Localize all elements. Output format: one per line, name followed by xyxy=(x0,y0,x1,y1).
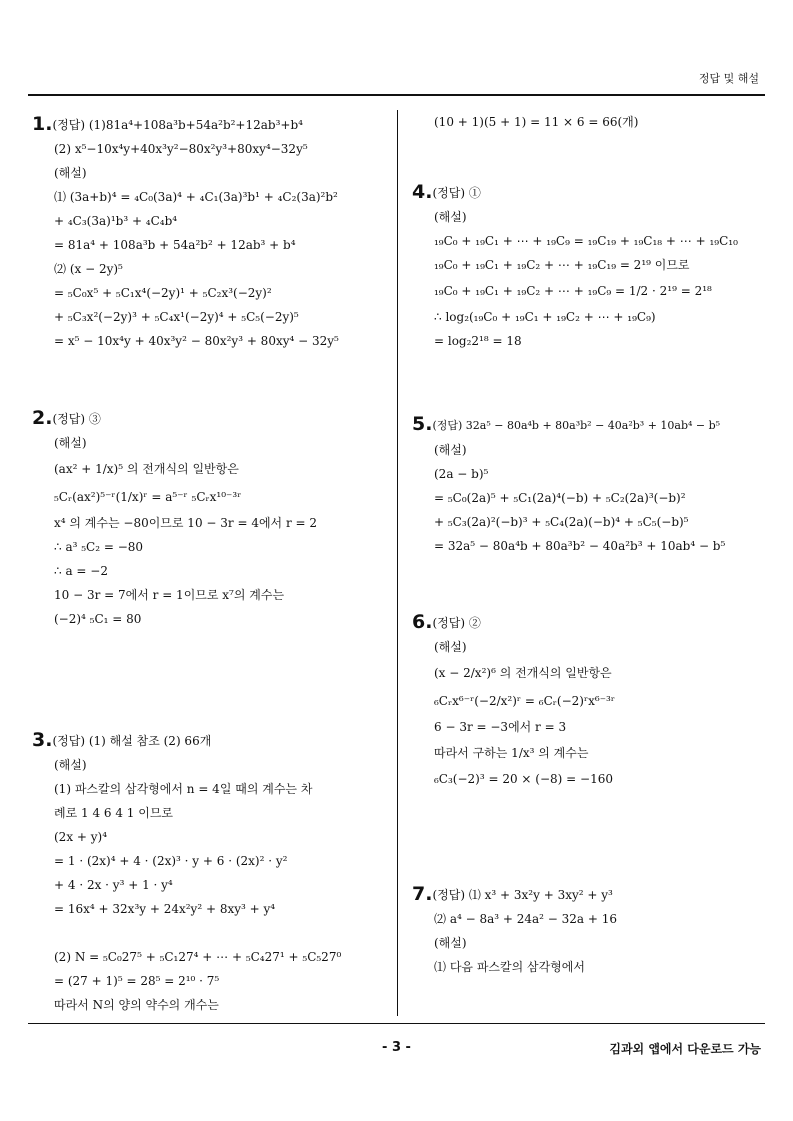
solution-line: (−2)⁴ ₅C₁ = 80 xyxy=(54,612,142,626)
header-rule xyxy=(28,94,765,96)
answer-line: (정답) ③ xyxy=(52,412,101,426)
solution-line: (2x + y)⁴ xyxy=(54,830,108,844)
solution-line: 10 − 3r = 7에서 r = 1이므로 x⁷의 계수는 xyxy=(54,588,285,602)
problem-1 xyxy=(32,112,387,353)
problem-number: 4. xyxy=(412,181,433,203)
problem-number: 5. xyxy=(412,413,433,435)
solution-line: (x − 2/x²)⁶ 의 전개식의 일반항은 xyxy=(434,666,612,680)
solution-line: = log₂2¹⁸ = 18 xyxy=(434,334,522,348)
answer-line: (정답) 32a⁵ − 80a⁴b + 80a³b² − 40a²b³ + 10ab⁴ − b⁵ xyxy=(432,419,721,432)
solution-line: ₆C₃(−2)³ = 20 × (−8) = −160 xyxy=(434,772,613,786)
problem-number: 2. xyxy=(32,407,53,429)
problem-number: 3. xyxy=(32,729,53,751)
solution-line: = ₅C₀(2a)⁵ + ₅C₁(2a)⁴(−b) + ₅C₂(2a)³(−b)² xyxy=(434,491,686,505)
answer-line: (정답) (1)81a⁴+108a³b+54a²b²+12ab³+b⁴ xyxy=(52,118,303,132)
solution-line: = 1 · (2x)⁴ + 4 · (2x)³ · y + 6 · (2x)² · y² xyxy=(54,854,288,868)
problem-7 xyxy=(412,882,762,979)
solution-line: = (27 + 1)⁵ = 28⁵ = 2¹⁰ · 7⁵ xyxy=(54,974,220,988)
solution-line: 6 − 3r = −3에서 r = 3 xyxy=(434,720,567,734)
problem-5 xyxy=(412,412,762,558)
answer-line: (정답) ① xyxy=(432,186,481,200)
answer-line: (정답) (1) 해설 참조 (2) 66개 xyxy=(52,734,212,748)
solution-line: + ₅C₃(2a)²(−b)³ + ₅C₄(2a)(−b)⁴ + ₅C₅(−b)⁵ xyxy=(434,515,689,529)
solution-line: x⁴ 의 계수는 −80이므로 10 − 3r = 4에서 r = 2 xyxy=(54,516,318,530)
solution-line: ₁₉C₀ + ₁₉C₁ + ₁₉C₂ + ⋯ + ₁₉C₁₉ = 2¹⁹ 이므로 xyxy=(434,258,690,272)
problem-number: 7. xyxy=(412,883,433,905)
solution-line: ⑴ 다음 파스칼의 삼각형에서 xyxy=(434,960,585,974)
solution-line: (해설) xyxy=(54,758,87,772)
solution-line: = 32a⁵ − 80a⁴b + 80a³b² − 40a²b³ + 10ab⁴ − b⁵ xyxy=(434,539,726,553)
solution-line: = 81a⁴ + 108a³b + 54a²b² + 12ab³ + b⁴ xyxy=(54,238,296,252)
problem-3 xyxy=(32,728,387,1017)
solution-line: ₁₉C₀ + ₁₉C₁ + ⋯ + ₁₉C₉ = ₁₉C₁₉ + ₁₉C₁₈ + ⋯ + ₁₉C₁₀ xyxy=(434,234,738,248)
solution-line: (2) x⁵−10x⁴y+40x³y²−80x²y³+80xy⁴−32y⁵ xyxy=(54,142,308,156)
solution-line: (해설) xyxy=(54,436,87,450)
solution-line: ₆Cᵣx⁶⁻ʳ(−2/x²)ʳ = ₆Cᵣ(−2)ʳx⁶⁻³ʳ xyxy=(434,694,616,708)
solution-line: ∴ a = −2 xyxy=(54,564,108,578)
solution-line: (해설) xyxy=(434,210,467,224)
solution-line: ⑵ a⁴ − 8a³ + 24a² − 32a + 16 xyxy=(434,912,618,926)
footer-note: 김과외 앱에서 다운로드 가능 xyxy=(609,1042,761,1056)
solution-line: (2) N = ₅C₀27⁵ + ₅C₁27⁴ + ⋯ + ₅C₄27¹ + ₅C₅27⁰ xyxy=(54,950,342,964)
solution-line: (1) 파스칼의 삼각형에서 n = 4일 때의 계수는 차 xyxy=(54,782,313,796)
problem-4 xyxy=(412,180,762,353)
header-section-label: 정답 및 해설 xyxy=(698,72,759,85)
solution-line: (해설) xyxy=(54,166,87,180)
solution-line: (해설) xyxy=(434,936,467,950)
solution-line xyxy=(54,921,387,945)
problem-number: 1. xyxy=(32,113,53,135)
problem-3-continued xyxy=(412,110,762,134)
solution-line: 따라서 구하는 1/x³ 의 계수는 xyxy=(434,746,589,760)
solution-line: ₅Cᵣ(ax²)⁵⁻ʳ(1/x)ʳ = a⁵⁻ʳ ₅Cᵣx¹⁰⁻³ʳ xyxy=(54,490,242,504)
problem-number: 6. xyxy=(412,611,433,633)
solution-line: ⑵ (x − 2y)⁵ xyxy=(54,262,123,276)
solution-line: (ax² + 1/x)⁵ 의 전개식의 일반항은 xyxy=(54,462,239,476)
solution-line: ₁₉C₀ + ₁₉C₁ + ₁₉C₂ + ⋯ + ₁₉C₉ = 1/2 · 2¹⁹ = 2¹⁸ xyxy=(434,284,712,298)
answer-line: (정답) ⑴ x³ + 3x²y + 3xy² + y³ xyxy=(432,888,613,902)
problem-2 xyxy=(32,406,387,631)
solution-line: + ₄C₃(3a)¹b³ + ₄C₄b⁴ xyxy=(54,214,178,228)
solution-line: 따라서 N의 양의 약수의 개수는 xyxy=(54,998,219,1012)
solution-line: (10 + 1)(5 + 1) = 11 × 6 = 66(개) xyxy=(434,115,639,129)
solution-line: = x⁵ − 10x⁴y + 40x³y² − 80x²y³ + 80xy⁴ − 32y⁵ xyxy=(54,334,339,348)
solution-line: ⑴ (3a+b)⁴ = ₄C₀(3a)⁴ + ₄C₁(3a)³b¹ + ₄C₂(3a)²b² xyxy=(54,190,338,204)
solution-line: (해설) xyxy=(434,640,467,654)
solution-line: + 4 · 2x · y³ + 1 · y⁴ xyxy=(54,878,173,892)
column-divider xyxy=(397,110,398,1016)
solution-line: (2a − b)⁵ xyxy=(434,467,489,481)
answer-line: (정답) ② xyxy=(432,616,481,630)
problem-6 xyxy=(412,610,762,791)
solution-line: ∴ log₂(₁₉C₀ + ₁₉C₁ + ₁₉C₂ + ⋯ + ₁₉C₉) xyxy=(434,310,656,324)
solution-line: 례로 1 4 6 4 1 이므로 xyxy=(54,806,174,820)
solution-line: ∴ a³ ₅C₂ = −80 xyxy=(54,540,144,554)
solution-line: = ₅C₀x⁵ + ₅C₁x⁴(−2y)¹ + ₅C₂x³(−2y)² xyxy=(54,286,272,300)
solution-line: + ₅C₃x²(−2y)³ + ₅C₄x¹(−2y)⁴ + ₅C₅(−2y)⁵ xyxy=(54,310,299,324)
solution-line: = 16x⁴ + 32x³y + 24x²y² + 8xy³ + y⁴ xyxy=(54,902,276,916)
footer-rule xyxy=(28,1023,765,1024)
page-number: - 3 - xyxy=(382,1040,411,1055)
solution-line: (해설) xyxy=(434,443,467,457)
